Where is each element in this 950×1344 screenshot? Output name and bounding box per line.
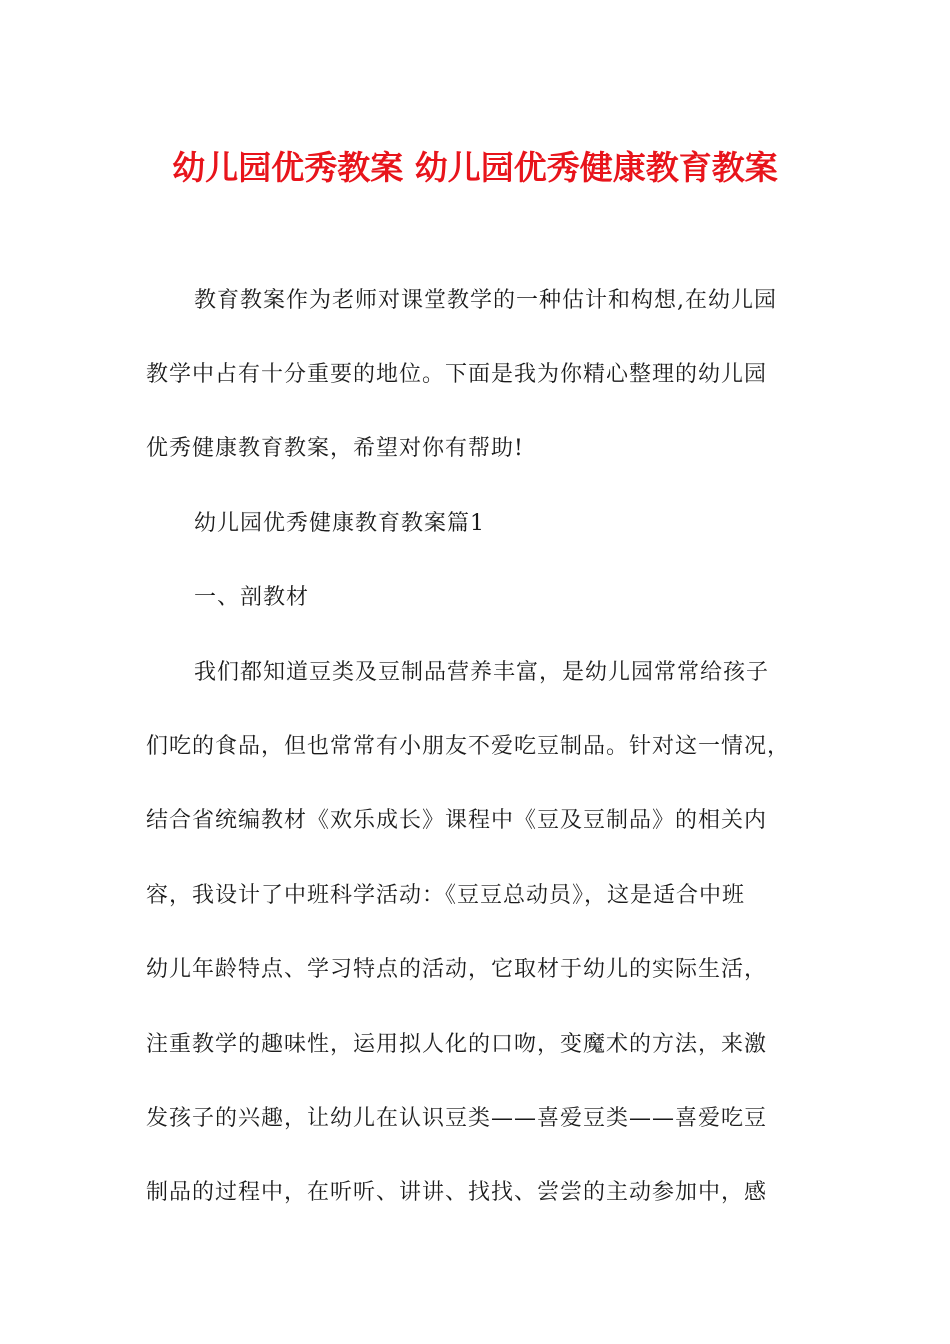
paragraph-line: 教育教案作为老师对课堂教学的一种估计和构想,在幼儿园: [194, 288, 777, 313]
paragraph-line: 我们都知道豆类及豆制品营养丰富，是幼儿园常常给孩子: [194, 660, 770, 685]
subsection-heading: 一、剖教材: [194, 585, 310, 610]
section-heading: 幼儿园优秀健康教育教案篇1: [194, 511, 485, 536]
paragraph-line: 幼儿年龄特点、学习特点的活动，它取材于幼儿的实际生活，: [146, 957, 768, 982]
paragraph-line: 注重教学的趣味性，运用拟人化的口吻，变魔术的方法，来激: [146, 1032, 768, 1057]
paragraph-line: 教学中占有十分重要的地位。下面是我为你精心整理的幼儿园: [146, 362, 768, 387]
paragraph-line: 容，我设计了中班科学活动：《豆豆总动员》，这是适合中班: [146, 883, 746, 908]
paragraph-line: 优秀健康教育教案，希望对你有帮助!: [146, 436, 524, 461]
paragraph-line: 制品的过程中，在听听、讲讲、找找、尝尝的主动参加中，感: [146, 1180, 768, 1205]
paragraph-line: 们吃的食品，但也常常有小朋友不爱吃豆制品。针对这一情况，: [146, 734, 791, 759]
document-title: 幼儿园优秀教案 幼儿园优秀健康教育教案: [172, 148, 778, 187]
paragraph-line: 发孩子的兴趣，让幼儿在认识豆类——喜爱豆类——喜爱吃豆: [146, 1106, 768, 1131]
paragraph-line: 结合省统编教材《欢乐成长》课程中《豆及豆制品》的相关内: [146, 808, 768, 833]
